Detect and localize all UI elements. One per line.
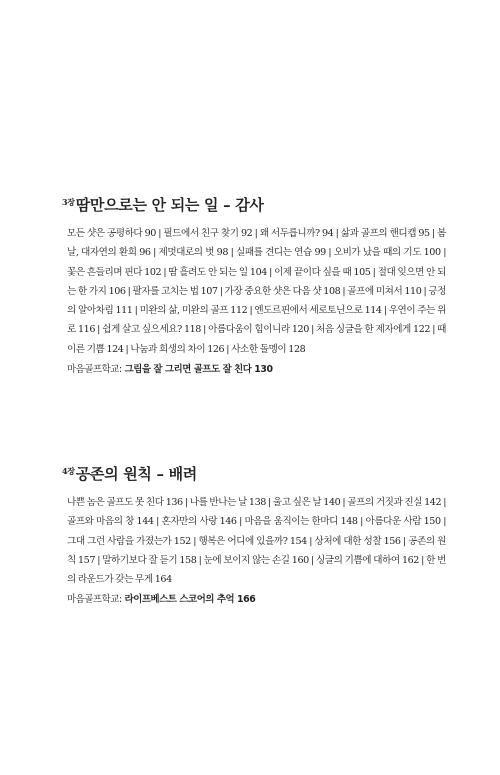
chapter-title-text: 땀만으로는 안 되는 일 – 감사 (75, 196, 264, 214)
school-text: 그림을 잘 그리면 골프도 잘 친다 130 (124, 364, 273, 376)
chapter-4 (62, 460, 446, 608)
school-label: 마음골프학교: (67, 364, 122, 376)
school-text: 라이프베스트 스코어의 추억 166 (124, 594, 256, 606)
school-label: 마음골프학교: (67, 594, 122, 606)
chapter-title (62, 191, 446, 216)
chapter-contents: 나쁜 놈은 골프도 못 친다 136 | 나를 반나는 날 138 | 울고 싶은 날 140 | 골프의 거짓과 진실 142 | 골프와 마음의 창 144 | 혼자만의 사랑 146 | 마음을 움직이는 한마디 148 | 아름다운 사람 150 | 그대 그런 사람을 가졌는가 152 | 행복은 어디에 있을까? 154 | 상처에 대한 성찰 156 | 공존의 원칙 157 | 말하기보다 잘 듣기 158 | 눈에 보이지 않는 손길 160 | 싱글의 기쁨에 대하여 162 | 한 번의 라운드가 갖는 무게 164 (67, 497, 446, 586)
chapter-number: 3장 (62, 197, 75, 207)
chapter-title (62, 460, 446, 485)
chapter-3 (62, 191, 446, 378)
chapter-title-text: 공존의 원칙 – 배려 (75, 465, 198, 483)
chapter-contents: 모든 샷은 공평하다 90 | 필드에서 친구 찾기 92 | 왜 서두릅니까? 94 | 삶과 골프의 핸디캡 95 | 봄날, 대자연의 환희 96 | 제멋대로의 벗 98 | 실패를 견디는 연습 99 | 오비가 났을 때의 기도 100 | 꽃은 흔들리며 핀다 102 | 땀 흘려도 안 되는 일 104 | 이제 끝이다 싶을 때 105 | 절대 잊으면 안 되는 한 가지 106 | 팔자를 고치는 법 107 | 가장 중요한 샷은 다음 샷 108 | 골프에 미쳐서 110 | 긍정의 알아차림 111 | 미완의 삶, 미완의 골프 112 | 엔도르핀에서 세로토닌으로 114 | 우연이 주는 위로 116 | 쉽게 살고 싶으세요? 118 | 아름다움이 힘이니라 120 | 처음 싱글을 한 제자에게 122 | 때 이른 기쁨 124 | 나눔과 희생의 차이 126 | 사소한 돌멩이 128 (67, 228, 446, 355)
school-entry (67, 362, 446, 378)
school-entry (67, 592, 446, 608)
chapter-number: 4장 (62, 466, 75, 476)
